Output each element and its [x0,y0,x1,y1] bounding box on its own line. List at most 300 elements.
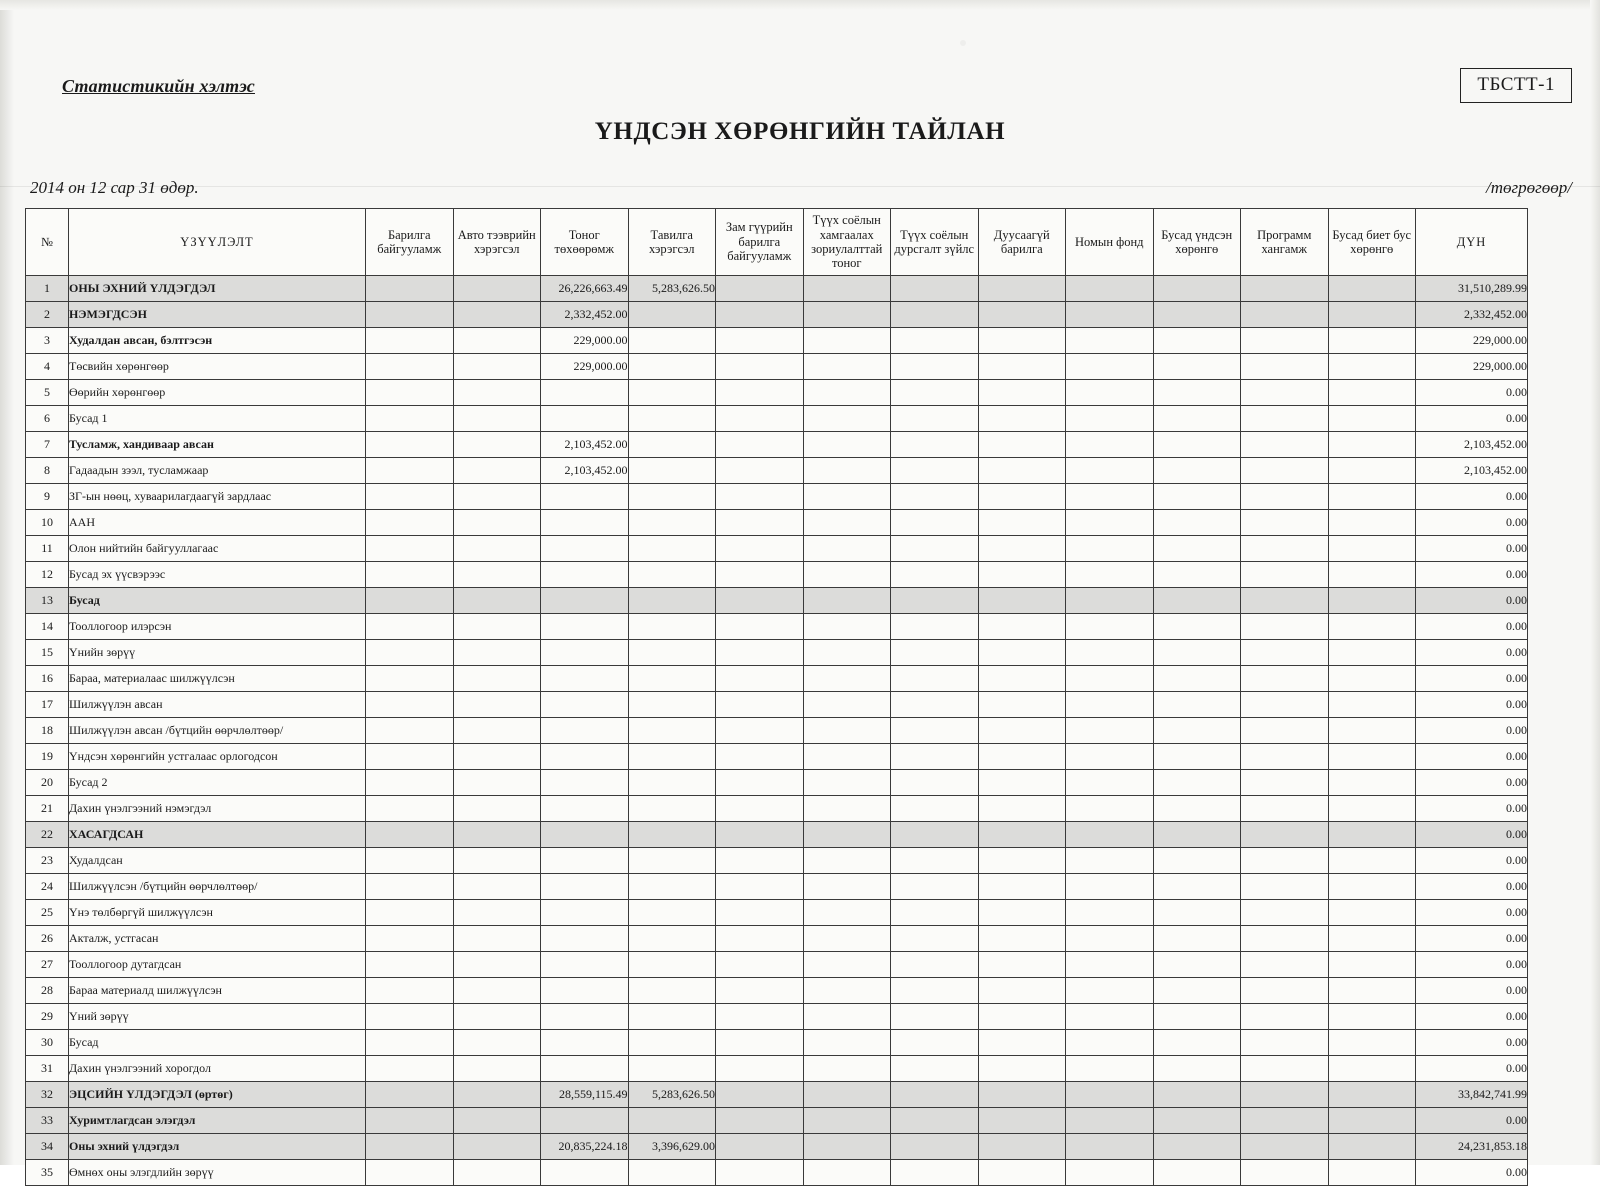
row-total-cell: 0.00 [1416,796,1528,822]
row-value-cell [716,1160,804,1186]
row-value-cell [1066,432,1154,458]
row-value-cell [453,1082,541,1108]
row-value-cell [1328,874,1416,900]
row-total-cell: 0.00 [1416,640,1528,666]
row-value-cell [1241,1108,1329,1134]
row-value-cell [978,536,1066,562]
row-value-cell [1153,718,1241,744]
row-total-cell: 0.00 [1416,1056,1528,1082]
row-value-cell [1153,1160,1241,1186]
row-value-cell [541,796,629,822]
table-row [26,978,1528,1004]
row-number: 35 [26,1160,69,1186]
col-header-heritage-items: Түүх соёлын дурсгалт зүйлс [891,209,979,276]
row-value-cell [1328,1056,1416,1082]
row-label: Бусад эх үүсвэрээс [69,562,366,588]
row-value-cell: 2,103,452.00 [541,432,629,458]
row-value-cell [1328,900,1416,926]
row-value-cell [453,952,541,978]
row-value-cell [716,588,804,614]
row-value-cell [366,458,454,484]
row-value-cell [1328,432,1416,458]
row-value-cell [716,614,804,640]
row-value-cell: 2,103,452.00 [541,458,629,484]
row-number: 18 [26,718,69,744]
row-total-cell: 2,103,452.00 [1416,432,1528,458]
row-value-cell [453,770,541,796]
row-value-cell [628,562,716,588]
row-total-cell: 0.00 [1416,406,1528,432]
row-value-cell [803,536,891,562]
row-value-cell [628,1108,716,1134]
row-label: Үний зөрүү [69,1004,366,1030]
row-number: 32 [26,1082,69,1108]
col-header-library-fund: Номын фонд [1066,209,1154,276]
row-value-cell [716,874,804,900]
row-value-cell [1153,614,1241,640]
row-value-cell [1066,744,1154,770]
row-value-cell [803,302,891,328]
row-value-cell [366,432,454,458]
row-value-cell [803,614,891,640]
row-value-cell [978,510,1066,536]
row-value-cell [803,744,891,770]
row-number: 22 [26,822,69,848]
row-label: Дахин үнэлгээний хорогдол [69,1056,366,1082]
row-value-cell [803,848,891,874]
row-value-cell [1153,640,1241,666]
row-value-cell [716,848,804,874]
row-value-cell [1066,484,1154,510]
row-value-cell [541,692,629,718]
fixed-assets-table [25,208,1528,1186]
row-label: Олон нийтийн байгууллагаас [69,536,366,562]
row-value-cell [366,1082,454,1108]
row-value-cell [453,484,541,510]
row-value-cell [453,1160,541,1186]
table-row [26,614,1528,640]
row-value-cell [1066,718,1154,744]
row-value-cell [978,302,1066,328]
row-value-cell [891,328,979,354]
row-value-cell [1241,432,1329,458]
row-value-cell [891,718,979,744]
row-number: 25 [26,900,69,926]
row-number: 23 [26,848,69,874]
row-value-cell [1328,276,1416,302]
row-total-cell: 33,842,741.99 [1416,1082,1528,1108]
row-value-cell [978,1108,1066,1134]
row-value-cell [1241,1056,1329,1082]
row-value-cell [1153,770,1241,796]
table-body [26,276,1528,1186]
row-value-cell [716,432,804,458]
row-label: Өмнөх оны элэгдлийн зөрүү [69,1160,366,1186]
row-value-cell [891,926,979,952]
row-value-cell [1241,354,1329,380]
row-value-cell [628,666,716,692]
table-row [26,380,1528,406]
table-row [26,536,1528,562]
row-value-cell [453,1004,541,1030]
row-value-cell [1153,1134,1241,1160]
row-value-cell [366,588,454,614]
row-value-cell [366,718,454,744]
row-value-cell [891,588,979,614]
row-label: Дахин үнэлгээний нэмэгдэл [69,796,366,822]
row-value-cell [978,900,1066,926]
row-value-cell [1328,926,1416,952]
row-value-cell [628,536,716,562]
row-value-cell [366,614,454,640]
table-row [26,588,1528,614]
row-value-cell [1066,354,1154,380]
col-header-buildings: Барилга байгууламж [366,209,454,276]
row-value-cell [803,432,891,458]
row-label: Бусад [69,588,366,614]
row-number: 4 [26,354,69,380]
row-value-cell [1066,276,1154,302]
row-value-cell [803,380,891,406]
row-value-cell [1153,978,1241,1004]
row-value-cell [1241,874,1329,900]
row-value-cell [1241,926,1329,952]
row-value-cell [891,640,979,666]
row-value-cell [453,978,541,1004]
col-header-furniture: Тавилга хэрэгсэл [628,209,716,276]
row-value-cell [1241,952,1329,978]
row-value-cell [1066,406,1154,432]
row-number: 15 [26,640,69,666]
row-value-cell [1328,822,1416,848]
row-total-cell: 0.00 [1416,952,1528,978]
row-value-cell [1328,1134,1416,1160]
row-value-cell [628,900,716,926]
row-value-cell [1241,744,1329,770]
row-label: ЭЦСИЙН ҮЛДЭГДЭЛ (өртөг) [69,1082,366,1108]
row-number: 11 [26,536,69,562]
table-row [26,484,1528,510]
row-value-cell [453,822,541,848]
scan-edge-left [0,0,14,1165]
row-value-cell [1153,328,1241,354]
row-label: Гадаадын зээл, тусламжаар [69,458,366,484]
row-value-cell [1328,484,1416,510]
row-total-cell: 0.00 [1416,380,1528,406]
row-label: Бусад [69,1030,366,1056]
row-value-cell [628,640,716,666]
row-value-cell [541,978,629,1004]
row-value-cell [366,744,454,770]
row-value-cell [716,718,804,744]
row-value-cell [541,562,629,588]
row-value-cell [628,978,716,1004]
row-value-cell [803,588,891,614]
row-value-cell [1328,302,1416,328]
row-value-cell [366,640,454,666]
table-row [26,822,1528,848]
row-value-cell [1066,900,1154,926]
row-value-cell [803,640,891,666]
row-number: 30 [26,1030,69,1056]
row-value-cell [453,926,541,952]
row-value-cell [541,926,629,952]
row-value-cell [1328,614,1416,640]
row-total-cell: 0.00 [1416,874,1528,900]
row-value-cell [366,770,454,796]
row-value-cell [803,926,891,952]
col-header-other-assets: Бусад үндсэн хөрөнгө [1153,209,1241,276]
row-value-cell [366,822,454,848]
row-value-cell [978,354,1066,380]
row-value-cell [366,354,454,380]
row-value-cell [1153,406,1241,432]
row-value-cell [366,874,454,900]
row-value-cell [978,328,1066,354]
row-value-cell [1153,536,1241,562]
row-value-cell [1241,822,1329,848]
row-number: 10 [26,510,69,536]
row-value-cell [716,276,804,302]
row-value-cell [453,1056,541,1082]
row-number: 33 [26,1108,69,1134]
row-value-cell [891,432,979,458]
row-value-cell [628,1030,716,1056]
row-value-cell [1241,406,1329,432]
row-value-cell [891,874,979,900]
row-value-cell [803,666,891,692]
table-row [26,744,1528,770]
row-value-cell [978,666,1066,692]
row-value-cell [366,1056,454,1082]
currency-unit: /төгрөгөөр/ [1486,178,1572,197]
row-value-cell [716,952,804,978]
row-value-cell [628,1004,716,1030]
row-value-cell [1328,354,1416,380]
row-total-cell: 0.00 [1416,926,1528,952]
row-value-cell [891,458,979,484]
row-value-cell [1328,744,1416,770]
row-label: Төсвийн хөрөнгөөр [69,354,366,380]
row-value-cell [716,380,804,406]
row-value-cell [1153,874,1241,900]
row-total-cell: 229,000.00 [1416,328,1528,354]
row-value-cell: 5,283,626.50 [628,1082,716,1108]
row-total-cell: 0.00 [1416,848,1528,874]
row-value-cell [628,328,716,354]
row-value-cell [1066,510,1154,536]
row-label: Тооллогоор илэрсэн [69,614,366,640]
row-total-cell: 0.00 [1416,822,1528,848]
col-header-roads-bridges: Зам гүүрийн барилга байгууламж [716,209,804,276]
row-value-cell [628,848,716,874]
row-value-cell [716,770,804,796]
row-value-cell [803,354,891,380]
row-value-cell [366,276,454,302]
row-value-cell [1153,1004,1241,1030]
row-value-cell: 20,835,224.18 [541,1134,629,1160]
row-value-cell [366,328,454,354]
row-value-cell [366,536,454,562]
row-value-cell [1241,666,1329,692]
row-value-cell [1066,536,1154,562]
row-value-cell [1153,458,1241,484]
row-number: 16 [26,666,69,692]
row-value-cell [803,1004,891,1030]
row-value-cell [891,900,979,926]
scan-edge-right [1590,0,1600,1165]
row-value-cell [1066,848,1154,874]
row-value-cell [1066,926,1154,952]
row-total-cell: 0.00 [1416,484,1528,510]
row-value-cell [1328,718,1416,744]
row-value-cell [1066,666,1154,692]
row-value-cell [978,952,1066,978]
row-value-cell [1328,848,1416,874]
row-value-cell [1241,276,1329,302]
row-value-cell [1066,380,1154,406]
row-value-cell [1153,926,1241,952]
row-value-cell [628,926,716,952]
row-value-cell [541,380,629,406]
table-row [26,926,1528,952]
row-label: Бараа материалд шилжүүлсэн [69,978,366,1004]
row-value-cell [716,302,804,328]
row-value-cell [1153,510,1241,536]
row-value-cell [366,978,454,1004]
row-value-cell [453,666,541,692]
row-value-cell [453,614,541,640]
row-value-cell [541,822,629,848]
row-value-cell [1328,1004,1416,1030]
row-value-cell [1241,614,1329,640]
row-number: 24 [26,874,69,900]
row-value-cell [1328,1108,1416,1134]
row-value-cell [1066,1004,1154,1030]
row-value-cell [891,848,979,874]
row-number: 6 [26,406,69,432]
row-value-cell [628,432,716,458]
row-label: Үндсэн хөрөнгийн устгалаас орлогодсон [69,744,366,770]
row-number: 3 [26,328,69,354]
row-value-cell [803,900,891,926]
row-value-cell [1241,692,1329,718]
row-value-cell [978,874,1066,900]
table-row [26,718,1528,744]
page-title: ҮНДСЭН ХӨРӨНГИЙН ТАЙЛАН [594,118,1006,145]
row-label: Бусад 1 [69,406,366,432]
row-value-cell [453,1030,541,1056]
row-total-cell: 31,510,289.99 [1416,276,1528,302]
row-total-cell: 0.00 [1416,1160,1528,1186]
row-value-cell [978,588,1066,614]
row-value-cell [978,432,1066,458]
row-value-cell [1153,588,1241,614]
row-value-cell [1328,978,1416,1004]
row-value-cell [453,1108,541,1134]
table-header [26,209,1528,276]
row-value-cell [628,302,716,328]
row-label: ЗГ-ын нөөц, хуваарилагдаагүй зардлаас [69,484,366,510]
row-label: Үнийн зөрүү [69,640,366,666]
row-value-cell [1328,640,1416,666]
row-number: 13 [26,588,69,614]
row-value-cell [1153,1082,1241,1108]
row-value-cell [891,1160,979,1186]
row-value-cell [628,406,716,432]
row-value-cell [366,1160,454,1186]
row-value-cell [541,640,629,666]
row-value-cell [1066,952,1154,978]
row-value-cell [803,276,891,302]
row-value-cell [453,1134,541,1160]
row-value-cell [1066,562,1154,588]
row-value-cell [628,874,716,900]
row-value-cell [803,952,891,978]
row-total-cell: 0.00 [1416,614,1528,640]
row-value-cell [366,952,454,978]
row-value-cell [1066,874,1154,900]
row-label: Үнэ төлбөргүй шилжүүлсэн [69,900,366,926]
row-value-cell [1241,588,1329,614]
row-value-cell [716,1004,804,1030]
row-value-cell [803,1030,891,1056]
row-total-cell: 0.00 [1416,770,1528,796]
row-value-cell [891,770,979,796]
row-total-cell: 24,231,853.18 [1416,1134,1528,1160]
row-label: Худалдсан [69,848,366,874]
col-header-vehicles: Авто тээврийн хэрэгсэл [453,209,541,276]
row-number: 19 [26,744,69,770]
row-value-cell [541,718,629,744]
row-value-cell [366,302,454,328]
row-total-cell: 0.00 [1416,562,1528,588]
row-value-cell [541,1108,629,1134]
row-value-cell [1241,640,1329,666]
row-value-cell [803,796,891,822]
row-value-cell [803,562,891,588]
row-value-cell [978,614,1066,640]
row-total-cell: 0.00 [1416,588,1528,614]
row-value-cell [978,1030,1066,1056]
row-value-cell [541,874,629,900]
row-number: 14 [26,614,69,640]
row-value-cell [978,276,1066,302]
row-value-cell [453,718,541,744]
row-value-cell [366,1004,454,1030]
row-value-cell [1328,1082,1416,1108]
row-value-cell [1328,328,1416,354]
row-value-cell [891,1134,979,1160]
row-value-cell [803,458,891,484]
row-value-cell [978,406,1066,432]
row-value-cell [803,1108,891,1134]
row-value-cell [1328,458,1416,484]
row-value-cell [891,406,979,432]
scan-speck [960,40,966,46]
row-label: Бусад 2 [69,770,366,796]
row-value-cell [978,1056,1066,1082]
row-value-cell [978,380,1066,406]
row-value-cell [453,432,541,458]
row-number: 7 [26,432,69,458]
row-value-cell [541,744,629,770]
row-value-cell [366,926,454,952]
row-value-cell [628,770,716,796]
row-value-cell [541,900,629,926]
col-header-unfinished-construction: Дуусаагүй барилга [978,209,1066,276]
table-row [26,1160,1528,1186]
